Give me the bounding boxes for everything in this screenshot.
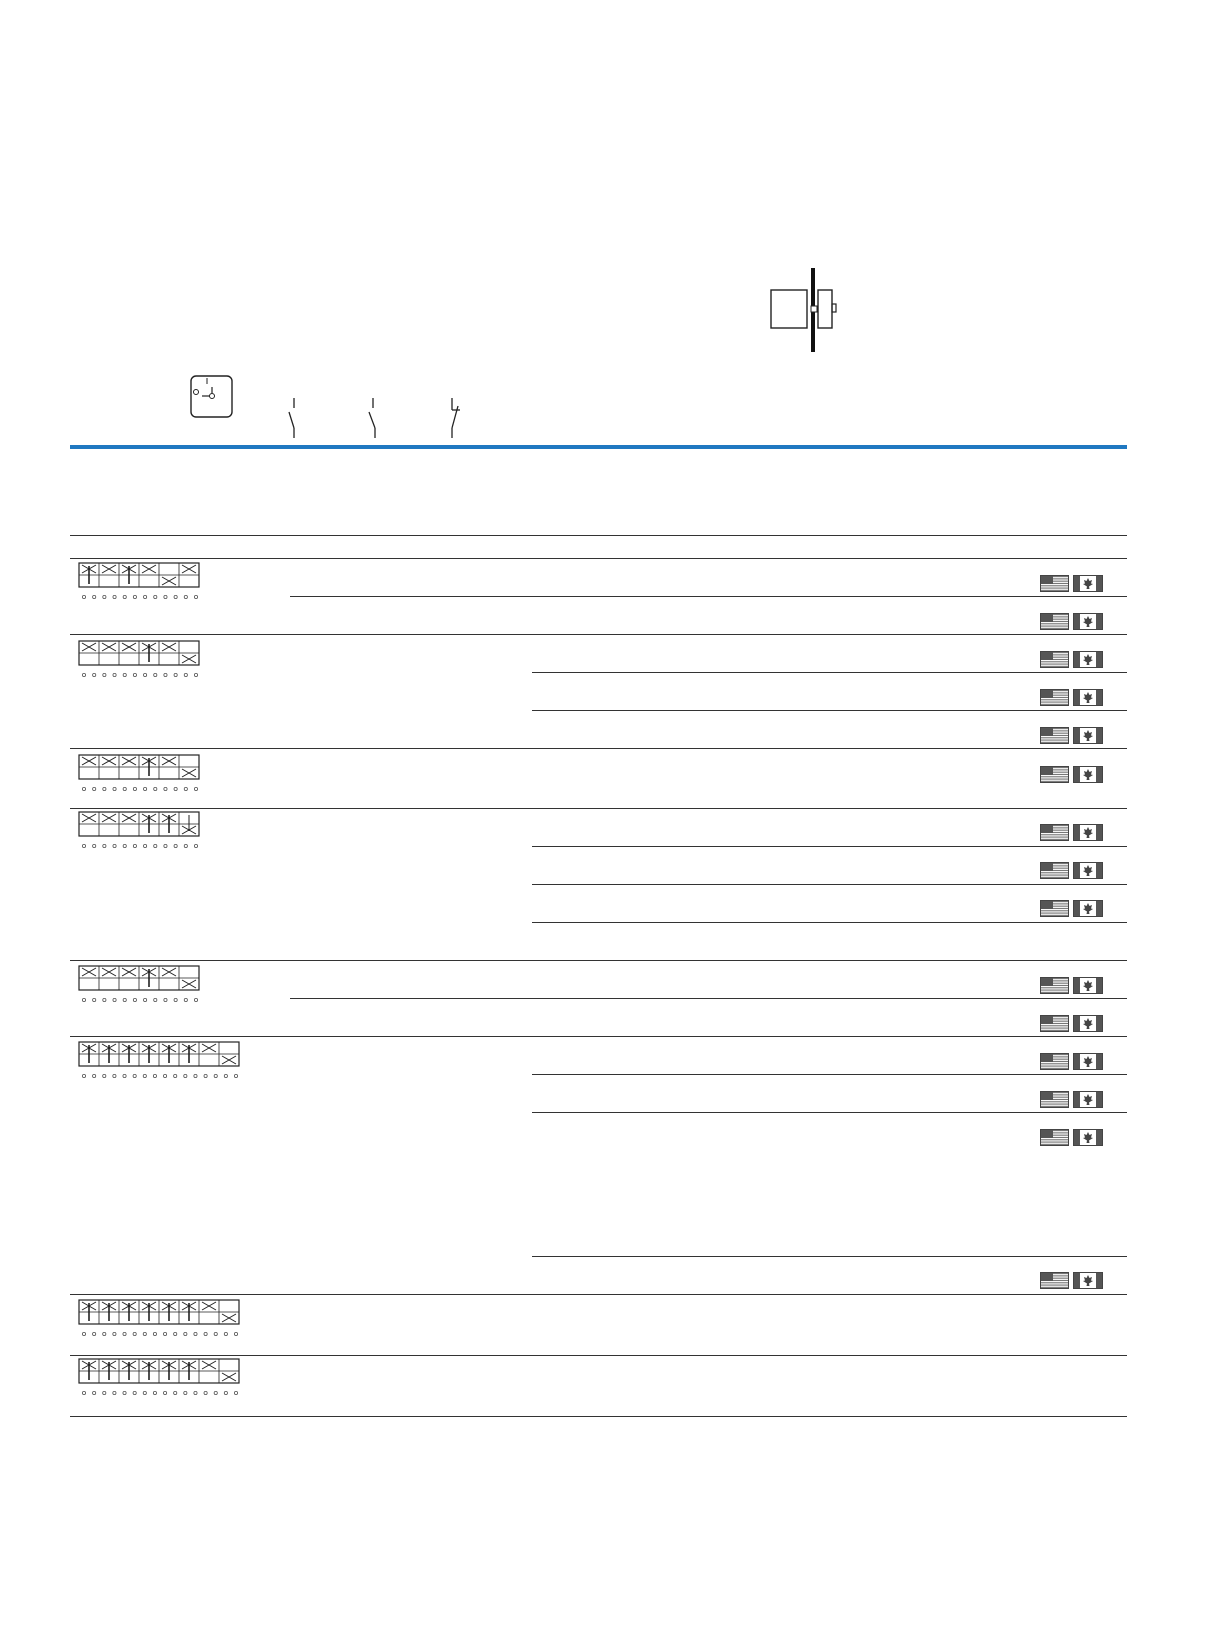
canada-flag-icon bbox=[1074, 614, 1103, 630]
table-header-top bbox=[70, 535, 1127, 536]
canada-flag-icon bbox=[1074, 863, 1103, 879]
us-flag-icon bbox=[1041, 1016, 1069, 1032]
approval-flags bbox=[1040, 613, 1104, 631]
normally-closed-contact-icon bbox=[286, 398, 298, 438]
us-flag-icon bbox=[1041, 863, 1069, 879]
contact-diagram bbox=[78, 1041, 240, 1083]
approval-flags bbox=[1040, 1272, 1104, 1290]
approval-flags bbox=[1040, 1091, 1104, 1109]
approval-flags bbox=[1040, 862, 1104, 880]
canada-flag-icon bbox=[1074, 978, 1103, 994]
canada-flag-icon bbox=[1074, 1054, 1103, 1070]
canada-flag-icon bbox=[1074, 1016, 1103, 1032]
contact-diagram bbox=[78, 811, 200, 853]
approval-flags bbox=[1040, 766, 1104, 784]
section-rule bbox=[70, 445, 1127, 449]
us-flag-icon bbox=[1041, 690, 1069, 706]
approval-flags bbox=[1040, 1053, 1104, 1071]
approval-flags bbox=[1040, 651, 1104, 669]
us-flag-icon bbox=[1041, 614, 1069, 630]
us-flag-icon bbox=[1041, 576, 1069, 592]
canada-flag-icon bbox=[1074, 728, 1103, 744]
panel-mount-icon bbox=[770, 268, 842, 352]
us-flag-icon bbox=[1041, 767, 1069, 783]
selector-switch-icon bbox=[190, 375, 234, 419]
contact-diagram bbox=[78, 965, 200, 1007]
contact-diagram bbox=[78, 754, 200, 796]
us-flag-icon bbox=[1041, 1054, 1069, 1070]
approval-flags bbox=[1040, 1015, 1104, 1033]
canada-flag-icon bbox=[1074, 652, 1103, 668]
approval-flags bbox=[1040, 977, 1104, 995]
contact-diagram bbox=[78, 1299, 240, 1341]
contact-diagram bbox=[78, 1358, 240, 1400]
approval-flags bbox=[1040, 1129, 1104, 1147]
canada-flag-icon bbox=[1074, 690, 1103, 706]
us-flag-icon bbox=[1041, 728, 1069, 744]
approval-flags bbox=[1040, 575, 1104, 593]
table-header-bottom bbox=[70, 558, 1127, 559]
canada-flag-icon bbox=[1074, 1273, 1103, 1289]
contact-diagram bbox=[78, 562, 200, 604]
us-flag-icon bbox=[1041, 901, 1069, 917]
approval-flags bbox=[1040, 727, 1104, 745]
contact-diagram bbox=[78, 640, 200, 682]
us-flag-icon bbox=[1041, 825, 1069, 841]
late-break-contact-icon bbox=[448, 398, 464, 438]
us-flag-icon bbox=[1041, 1092, 1069, 1108]
us-flag-icon bbox=[1041, 1273, 1069, 1289]
approval-flags bbox=[1040, 824, 1104, 842]
us-flag-icon bbox=[1041, 1130, 1069, 1146]
canada-flag-icon bbox=[1074, 767, 1103, 783]
canada-flag-icon bbox=[1074, 1092, 1103, 1108]
approval-flags bbox=[1040, 900, 1104, 918]
normally-open-contact-icon bbox=[367, 398, 379, 438]
canada-flag-icon bbox=[1074, 576, 1103, 592]
canada-flag-icon bbox=[1074, 1130, 1103, 1146]
canada-flag-icon bbox=[1074, 901, 1103, 917]
canada-flag-icon bbox=[1074, 825, 1103, 841]
us-flag-icon bbox=[1041, 652, 1069, 668]
us-flag-icon bbox=[1041, 978, 1069, 994]
approval-flags bbox=[1040, 689, 1104, 707]
